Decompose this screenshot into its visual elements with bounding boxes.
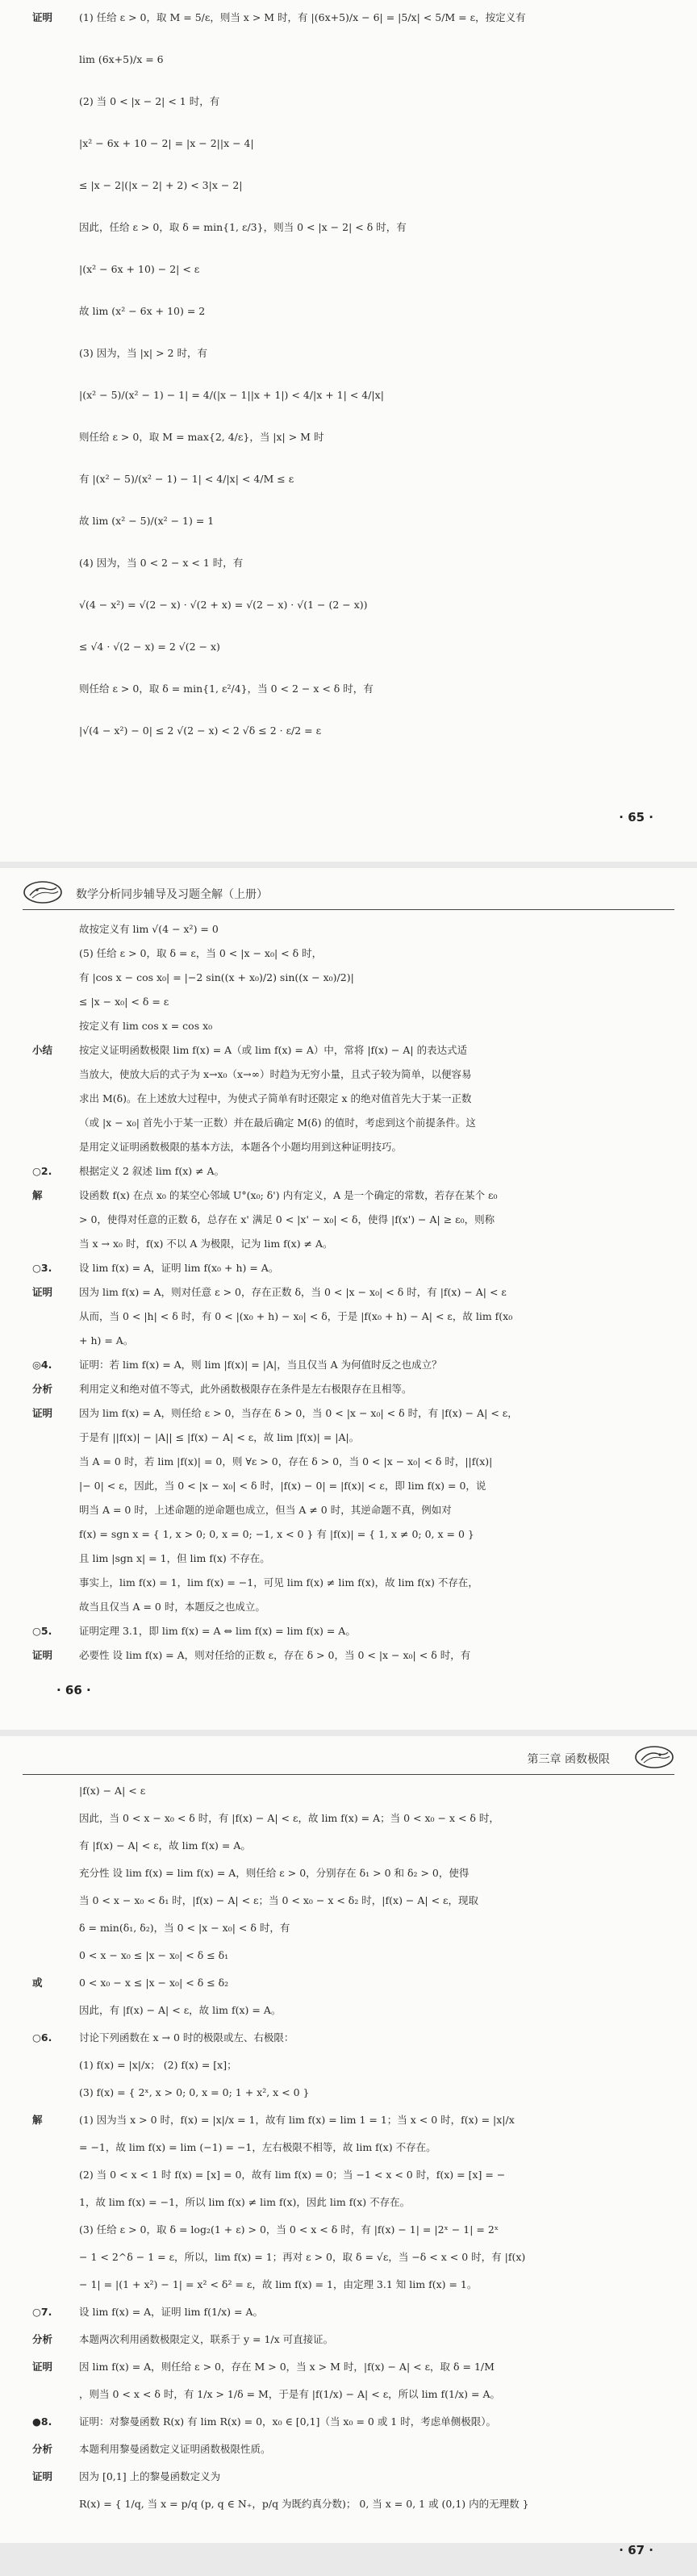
- line-text: 当放大，使放大后的式子为 x→x₀（x→∞）时趋为无穷小量，且式子较为简单，以便容易: [79, 1068, 472, 1080]
- line-label: ●8.: [32, 2415, 52, 2428]
- line-text: 因为 lim f(x) = A，则任给 ε > 0，当存在 δ > 0，当 0 < |x − x₀| < δ 时，有 |f(x) − A| < ε，: [79, 1407, 518, 1419]
- text-line: [32, 1357, 670, 1373]
- book-logo-icon: [23, 878, 63, 907]
- page-number: · 67 ·: [619, 2543, 653, 2557]
- line-text: (3) f(x) = { 2ˣ, x > 0; 0, x = 0; 1 + x², x < 0 }: [79, 2086, 310, 2098]
- text-line: [32, 2222, 670, 2238]
- text-line: [32, 1381, 670, 1397]
- line-text: 因此，当 0 < x − x₀ < δ 时，有 |f(x) − A| < ε，故 lim f(x) = A；当 0 < x₀ − x < δ 时，: [79, 1812, 499, 1824]
- text-line: [32, 177, 670, 194]
- line-text: (2) 当 0 < |x − 2| < 1 时，有: [79, 95, 220, 107]
- page-66: [0, 868, 697, 1730]
- line-text: 按定义证明函数极限 lim f(x) = A（或 lim f(x) = A）中，常将 |f(x) − A| 的表达式适: [79, 1044, 468, 1056]
- line-text: 设函数 f(x) 在点 x₀ 的某空心邻域 U°(x₀; δ') 内有定义，A 是一个确定的常数，若存在某个 ε₀: [79, 1189, 498, 1201]
- line-text: 是用定义证明函数极限的基本方法，本题各个小题均用到这种证明技巧。: [79, 1141, 403, 1153]
- text-line: [32, 1430, 670, 1446]
- line-text: f(x) = sgn x = { 1, x > 0; 0, x = 0; −1, x < 0 } 有 |f(x)| = { 1, x ≠ 0; 0, x = 0 }: [79, 1528, 474, 1540]
- line-text: 事实上，lim f(x) = 1，lim f(x) = −1，可见 lim f(x) ≠ lim f(x)，故 lim f(x) 不存在，: [79, 1576, 478, 1589]
- line-label: 分析: [32, 2333, 53, 2345]
- line-text: 讨论下列函数在 x → 0 时的极限或左、右极限：: [79, 2031, 294, 2044]
- text-line: [32, 2030, 670, 2046]
- text-line: [32, 1260, 670, 1276]
- page-67: [0, 1736, 697, 2557]
- line-label: 证明: [32, 11, 53, 23]
- text-line: [32, 681, 670, 697]
- text-line: [32, 1623, 670, 1639]
- text-line: [32, 2057, 670, 2073]
- line-label: 分析: [32, 1383, 53, 1395]
- text-line: [32, 2441, 670, 2457]
- line-text: 有 |f(x) − A| < ε，故 lim f(x) = A。: [79, 1839, 251, 1852]
- line-text: 则任给 ε > 0，取 M = max{2, 4/ε}，当 |x| > M 时: [79, 431, 324, 443]
- line-text: 于是有 ||f(x)| − |A|| ≤ |f(x) − A| < ε，故 lim |f(x)| = |A|。: [79, 1431, 360, 1443]
- line-text: 证明：对黎曼函数 R(x) 有 lim R(x) = 0，x₀ ∈ [0,1]（当 x₀ = 0 或 1 时，考虑单侧极限）。: [79, 2415, 496, 2428]
- text-line: [32, 1091, 670, 1107]
- text-line: [32, 2277, 670, 2293]
- line-text: 因为 lim f(x) = A，则对任意 ε > 0，存在正数 δ，当 0 < |x − x₀| < δ 时，有 |f(x) − A| < ε: [79, 1286, 507, 1298]
- text-line: [32, 1236, 670, 1252]
- line-label: ○7.: [32, 2306, 52, 2318]
- text-line: [32, 994, 670, 1010]
- text-line: [32, 1920, 670, 1936]
- text-line: [32, 1526, 670, 1543]
- text-line: [32, 303, 670, 319]
- line-text: (1) f(x) = |x|/x； (2) f(x) = [x]；: [79, 2059, 237, 2071]
- text-line: [32, 2085, 670, 2101]
- line-text: 故 lim (x² − 6x + 10) = 2: [79, 305, 206, 317]
- header-rule: [23, 1774, 674, 1775]
- line-text: 且 lim |sgn x| = 1，但 lim f(x) 不存在。: [79, 1552, 270, 1564]
- text-line: [32, 597, 670, 613]
- line-text: |x² − 6x + 10 − 2| = |x − 2||x − 4|: [79, 137, 254, 149]
- text-line: [32, 387, 670, 403]
- line-label: ○3.: [32, 1262, 52, 1274]
- line-text: 本题利用黎曼函数定义证明函数极限性质。: [79, 2443, 271, 2455]
- text-line: [32, 1948, 670, 1964]
- text-line: [32, 2359, 670, 2375]
- text-line: [32, 219, 670, 236]
- line-label: 证明: [32, 1649, 53, 1661]
- line-text: 故按定义有 lim √(4 − x²) = 0: [79, 923, 219, 935]
- line-text: |f(x) − A| < ε: [79, 1785, 146, 1797]
- text-line: [32, 429, 670, 445]
- line-label: ○2.: [32, 1165, 52, 1177]
- line-text: + h) = A。: [79, 1334, 134, 1346]
- line-text: 证明：若 lim f(x) = A，则 lim |f(x)| = |A|，当且仅当 A 为何值时反之也成立？: [79, 1359, 442, 1371]
- line-text: (4) 因为，当 0 < 2 − x < 1 时，有: [79, 557, 244, 569]
- text-line: [32, 921, 670, 937]
- text-line: [32, 1810, 670, 1827]
- line-text: |√(4 − x²) − 0| ≤ 2 √(2 − x) < 2 √δ ≤ 2 · ε/2 = ε: [79, 724, 322, 737]
- text-line: [32, 2002, 670, 2019]
- text-line: [32, 1454, 670, 1470]
- line-text: − 1| = |(1 + x²) − 1| = x² < δ² = ε，故 lim f(x) = 1，由定理 3.1 知 lim f(x) = 1。: [79, 2278, 478, 2290]
- line-label: 解: [32, 2114, 43, 2126]
- text-line: [32, 2469, 670, 2485]
- text-line: [32, 2496, 670, 2512]
- page-number: · 66 ·: [56, 1683, 91, 1697]
- page-65: [0, 0, 697, 862]
- text-line: [32, 1575, 670, 1591]
- text-line: [32, 1115, 670, 1131]
- line-text: 故 lim (x² − 5)/(x² − 1) = 1: [79, 515, 215, 527]
- text-line: [32, 946, 670, 962]
- line-text: 因此，任给 ε > 0，取 δ = min{1, ε/3}，则当 0 < |x − 2| < δ 时，有: [79, 221, 407, 233]
- text-line: [32, 1599, 670, 1615]
- line-text: 按定义有 lim cos x = cos x₀: [79, 1020, 213, 1032]
- line-text: 充分性 设 lim f(x) = lim f(x) = A，则任给 ε > 0，分别存在 δ₁ > 0 和 δ₂ > 0，使得: [79, 1867, 470, 1879]
- line-text: (5) 任给 ε > 0，取 δ = ε，当 0 < |x − x₀| < δ 时，: [79, 947, 323, 959]
- text-line: [32, 345, 670, 361]
- line-text: > 0，使得对任意的正数 δ，总存在 x' 满足 0 < |x' − x₀| < δ，使得 |f(x') − A| ≥ ε₀，则称: [79, 1213, 495, 1225]
- text-line: [32, 2304, 670, 2320]
- line-text: (2) 当 0 < x < 1 时 f(x) = [x] = 0，故有 lim f(x) = 0；当 −1 < x < 0 时，f(x) = [x] = −: [79, 2169, 506, 2181]
- text-line: [32, 639, 670, 655]
- text-line: [32, 136, 670, 152]
- line-text: 设 lim f(x) = A，证明 lim f(x₀ + h) = A。: [79, 1262, 279, 1274]
- line-text: = −1，故 lim f(x) = lim (−1) = −1，左右极限不相等，故 lim f(x) 不存在。: [79, 2141, 436, 2153]
- line-text: ≤ √4 · √(2 − x) = 2 √(2 − x): [79, 641, 220, 653]
- line-text: − 1 < 2^δ − 1 = ε，所以，lim f(x) = 1；再对 ε > 0，取 δ = √ε，当 −δ < x < 0 时，有 |f(x): [79, 2251, 526, 2263]
- line-text: （或 |x − x₀| 首先小于某一正数）并在最后确定 M(δ) 的值时，考虑到这个前提条件。这: [79, 1117, 476, 1129]
- line-text: 则任给 ε > 0，取 δ = min{1, ε²/4}，当 0 < 2 − x < δ 时，有: [79, 683, 374, 695]
- book-logo-icon: [634, 1743, 674, 1772]
- text-line: [32, 2332, 670, 2348]
- text-line: [32, 1551, 670, 1567]
- text-line: [32, 94, 670, 110]
- text-line: [32, 2112, 670, 2128]
- line-text: (3) 任给 ε > 0，取 δ = log₂(1 + ε) > 0，当 0 < x < δ 时，有 |f(x) − 1| = |2ˣ − 1| = 2ˣ: [79, 2223, 499, 2236]
- text-line: [32, 1212, 670, 1228]
- text-line: [32, 1018, 670, 1034]
- line-text: 有 |(x² − 5)/(x² − 1) − 1| < 4/|x| < 4/M ≤ ε: [79, 473, 294, 485]
- line-text: |(x² − 5)/(x² − 1) − 1| = 4/(|x − 1||x + 1|) < 4/|x + 1| < 4/|x|: [79, 389, 384, 401]
- line-label: 分析: [32, 2443, 53, 2455]
- line-text: 有 |cos x − cos x₀| = |−2 sin((x + x₀)/2) sin((x − x₀)/2)|: [79, 971, 354, 983]
- line-text: 当 0 < x − x₀ < δ₁ 时，|f(x) − A| < ε；当 0 < x₀ − x < δ₂ 时，|f(x) − A| < ε，现取: [79, 1894, 479, 1906]
- text-line: [32, 1139, 670, 1155]
- line-text: |(x² − 6x + 10) − 2| < ε: [79, 263, 200, 275]
- page-header: [23, 1741, 674, 1778]
- line-label: 解: [32, 1189, 43, 1201]
- line-text: lim (6x+5)/x = 6: [79, 53, 164, 65]
- line-label: ◎4.: [32, 1359, 52, 1371]
- text-line: [32, 1405, 670, 1422]
- text-line: [32, 1188, 670, 1204]
- text-line: [32, 1042, 670, 1058]
- line-text: 0 < x₀ − x ≤ |x − x₀| < δ ≤ δ₂: [79, 1977, 229, 1989]
- text-line: [32, 1502, 670, 1518]
- header-rule: [23, 909, 674, 910]
- text-line: [32, 1163, 670, 1179]
- text-line: [32, 1893, 670, 1909]
- text-line: [32, 970, 670, 986]
- line-text: 从而，当 0 < |h| < δ 时，有 0 < |(x₀ + h) − x₀| < δ，于是 |f(x₀ + h) − A| < ε，故 lim f(x₀: [79, 1310, 513, 1322]
- text-line: [32, 1333, 670, 1349]
- line-label: 证明: [32, 1407, 53, 1419]
- text-line: [32, 555, 670, 571]
- line-text: R(x) = { 1/q, 当 x = p/q (p, q ∈ N₊，p/q 为既约真分数)； 0, 当 x = 0, 1 或 (0,1) 内的无理数 }: [79, 2498, 529, 2510]
- line-text: δ = min(δ₁, δ₂)，当 0 < |x − x₀| < δ 时，有: [79, 1922, 290, 1934]
- line-label: ○6.: [32, 2031, 52, 2044]
- text-line: [32, 1838, 670, 1854]
- text-line: [32, 513, 670, 529]
- line-text: 证明定理 3.1，即 lim f(x) = A ⇔ lim f(x) = lim f(x) = A。: [79, 1625, 356, 1637]
- text-line: [32, 1783, 670, 1799]
- line-text: 利用定义和绝对值不等式，此外函数极限存在条件是左右极限存在且相等。: [79, 1383, 412, 1395]
- text-line: [32, 2140, 670, 2156]
- text-line: [32, 2386, 670, 2403]
- line-text: 求出 M(δ)。在上述放大过程中，为使式子简单有时还限定 x 的绝对值首先大于某一正数: [79, 1092, 472, 1104]
- text-line: [32, 2167, 670, 2183]
- line-text: ≤ |x − 2|(|x − 2| + 2) < 3|x − 2|: [79, 179, 243, 191]
- text-line: [32, 1647, 670, 1664]
- line-label: ○5.: [32, 1625, 52, 1637]
- line-label: 证明: [32, 2361, 53, 2373]
- text-line: [32, 723, 670, 739]
- text-line: [32, 1309, 670, 1325]
- line-label: 证明: [32, 2470, 53, 2482]
- line-label: 证明: [32, 1286, 53, 1298]
- line-label: 或: [32, 1977, 43, 1989]
- line-text: 明当 A = 0 时，上述命题的逆命题也成立，但当 A ≠ 0 时，其逆命题不真，例如对: [79, 1504, 452, 1516]
- text-line: [32, 2194, 670, 2211]
- line-text: 因此，有 |f(x) − A| < ε，故 lim f(x) = A。: [79, 2004, 282, 2016]
- line-text: 当 A = 0 时，若 lim |f(x)| = 0，则 ∀ε > 0，存在 δ > 0，当 0 < |x − x₀| < δ 时，||f(x)|: [79, 1455, 493, 1468]
- text-line: [32, 52, 670, 68]
- line-text: 因为 [0,1] 上的黎曼函数定义为: [79, 2470, 221, 2482]
- page-header: [23, 876, 674, 913]
- line-text: 必要性 设 lim f(x) = A，则对任给的正数 ε，存在 δ > 0，当 0 < |x − x₀| < δ 时，有: [79, 1649, 471, 1661]
- text-line: [32, 2414, 670, 2430]
- line-text: (1) 因为当 x > 0 时，f(x) = |x|/x = 1，故有 lim f(x) = lim 1 = 1；当 x < 0 时，f(x) = |x|/x: [79, 2114, 515, 2126]
- line-text: 故当且仅当 A = 0 时，本题反之也成立。: [79, 1601, 265, 1613]
- line-text: |− 0| < ε，因此，当 0 < |x − x₀| < δ 时，|f(x) − 0| = |f(x)| < ε，即 lim f(x) = 0，说: [79, 1480, 486, 1492]
- line-text: 0 < x − x₀ ≤ |x − x₀| < δ ≤ δ₁: [79, 1949, 229, 1961]
- line-text: 因 lim f(x) = A，则任给 ε > 0，存在 M > 0，当 x > M 时，|f(x) − A| < ε，取 δ = 1/M: [79, 2361, 495, 2373]
- text-line: [32, 2249, 670, 2265]
- line-text: (3) 因为，当 |x| > 2 时，有: [79, 347, 207, 359]
- page-number: · 65 ·: [619, 810, 653, 825]
- line-text: ，则当 0 < x < δ 时，有 1/x > 1/δ = M，于是有 |f(1/x) − A| < ε，所以 lim f(1/x) = A。: [79, 2388, 501, 2400]
- text-line: [32, 1865, 670, 1881]
- text-line: [32, 471, 670, 487]
- line-label: 小结: [32, 1044, 53, 1056]
- line-text: 当 x → x₀ 时，f(x) 不以 A 为极限，记为 lim f(x) ≠ A。: [79, 1238, 333, 1250]
- line-text: 1，故 lim f(x) = −1，所以 lim f(x) ≠ lim f(x)，因此 lim f(x) 不存在。: [79, 2196, 411, 2208]
- text-line: [32, 10, 670, 26]
- line-text: 根据定义 2 叙述 lim f(x) ≠ A。: [79, 1165, 225, 1177]
- text-line: [32, 1975, 670, 1991]
- line-text: (1) 任给 ε > 0，取 M = 5/ε，则当 x > M 时，有 |(6x+5)/x − 6| = |5/x| < 5/M = ε，按定义有: [79, 11, 526, 23]
- line-text: √(4 − x²) = √(2 − x) · √(2 + x) = √(2 − x) · √(1 − (2 − x)): [79, 599, 368, 611]
- header-title: 第三章 函数极限: [527, 1753, 610, 1766]
- text-line: [32, 1284, 670, 1301]
- line-text: 本题两次利用函数极限定义，联系于 y = 1/x 可直接证。: [79, 2333, 334, 2345]
- header-title: 数学分析同步辅导及习题全解（上册）: [76, 888, 268, 901]
- line-text: 设 lim f(x) = A，证明 lim f(1/x) = A。: [79, 2306, 264, 2318]
- text-line: [32, 1067, 670, 1083]
- text-line: [32, 1478, 670, 1494]
- line-text: ≤ |x − x₀| < δ = ε: [79, 996, 169, 1008]
- text-line: [32, 261, 670, 278]
